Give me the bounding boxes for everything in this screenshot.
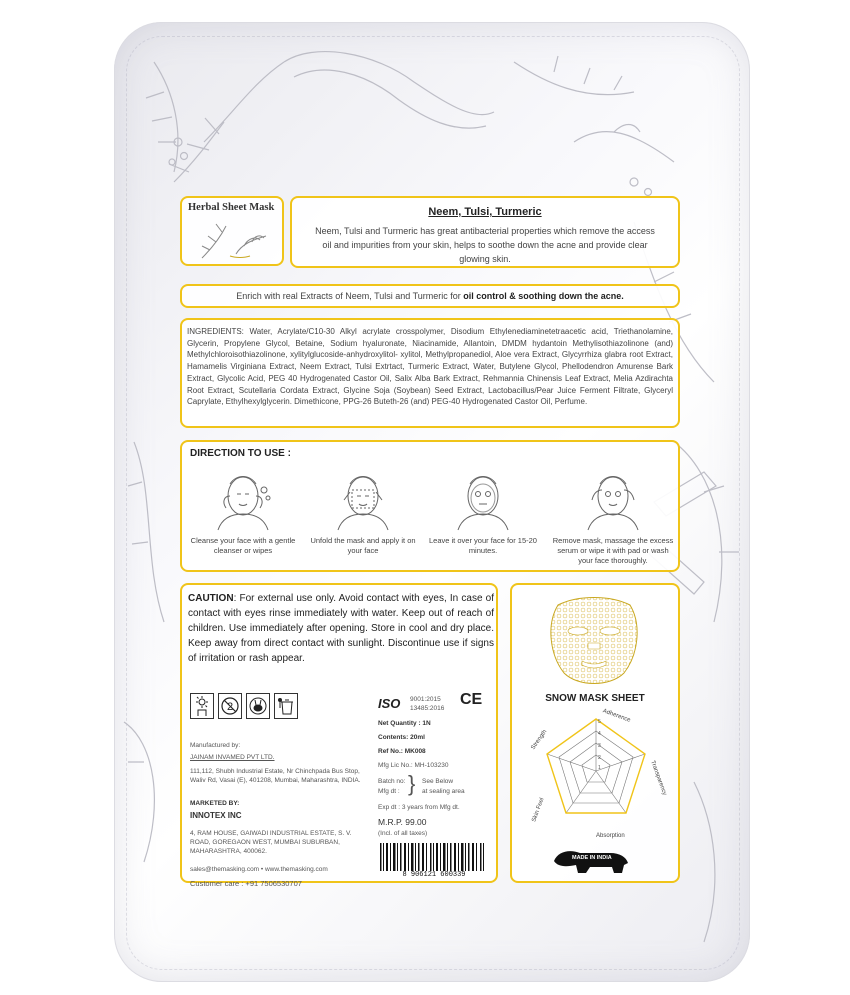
iso-text: ISO	[378, 696, 401, 711]
neem-tulsi-turmeric-box	[290, 196, 680, 268]
keep-away-sunlight-icon	[190, 693, 214, 719]
dispose-properly-icon	[274, 693, 298, 719]
marketed-label: MARKETED BY:	[190, 800, 240, 807]
sealing-area: at sealing area	[422, 788, 465, 795]
brace-icon: }	[408, 771, 416, 796]
ingredients-box	[180, 318, 680, 428]
marketer-name: INNOTEX INC	[190, 811, 242, 820]
barcode-number: 8 906121 600339	[378, 871, 490, 879]
manufacturer-address: 111,112, Shubh Industrial Estate, Nr Chinchpada Bus Stop, Waliv Rd, Vasai (E), 401208, Mumbai, Maharashtra, INDIA.	[190, 768, 361, 784]
mask-on-face-icon	[448, 470, 518, 532]
radar-axis-transparency: Transparency	[649, 759, 668, 797]
radar-tick-5: 5	[598, 719, 601, 725]
neem-description: Neem, Tulsi and Turmeric has great antibacterial properties which remove the access oil and impurities from your skin, helps to soothe down the acne and provide clear glowing skin.	[315, 226, 655, 264]
manufactured-label: Manufactured by:	[190, 742, 241, 749]
apply-mask-icon	[328, 470, 398, 532]
radar-axis-absorption: Absorption	[596, 833, 625, 839]
svg-text:2: 2	[227, 701, 234, 713]
iso-logo	[378, 695, 400, 713]
ce-mark: CE	[460, 691, 483, 708]
herbal-sheet-mask-label	[180, 196, 284, 266]
enrich-bold: oil control & soothing down the acne.	[463, 291, 624, 301]
net-quantity: Net Quantity : 1N	[378, 720, 431, 727]
radar-tick-2: 2	[598, 755, 601, 761]
lion-icon	[550, 847, 632, 877]
enrich-text: Enrich with real Extracts of Neem, Tulsi and Turmeric for	[236, 291, 464, 301]
enrich-banner	[180, 284, 680, 308]
radar-axis-adherence: Adherence	[601, 708, 632, 724]
direction-step-unfold	[308, 470, 418, 556]
direction-step-3-text: Leave it over your face for 15-20 minutes.	[429, 536, 537, 555]
direction-heading: DIRECTION TO USE :	[190, 448, 291, 459]
direction-step-remove	[550, 470, 676, 566]
mask-sheet-icon	[538, 595, 650, 687]
customer-care: Customer care : +91 7506530707	[190, 879, 302, 888]
mask-label-title: Herbal Sheet Mask	[188, 202, 275, 213]
cruelty-free-icon	[246, 693, 270, 719]
radar-tick-4: 4	[598, 731, 601, 737]
radar-axis-skin-feel: Skin Feel	[531, 797, 546, 823]
snow-mask-title: SNOW MASK SHEET	[545, 693, 645, 704]
ref-no: Ref No.: MK008	[378, 748, 426, 755]
expiry-date: Exp dt : 3 years from Mfg dt.	[378, 804, 460, 811]
remove-mask-icon	[578, 470, 648, 532]
incl-taxes: (Incl. of all taxes)	[378, 830, 428, 837]
direction-step-leave	[428, 470, 538, 556]
caution-label: CAUTION	[188, 593, 234, 604]
neem-heading: Neem, Tulsi, Turmeric	[428, 206, 542, 218]
batch-no: Batch no:	[378, 778, 406, 785]
radar-axis-strength: Strength	[530, 728, 549, 752]
iso-code-1: 9001:2015	[410, 696, 441, 703]
caution-box	[180, 583, 498, 888]
caution-body: : For external use only. Avoid contact with eyes, In case of contact with eyes rinse immediately with water. Keep out of reach of children. Use immediately after opening. Store in cool and dry place. Keep away from direct contact with sunlight. Discontinue use if signs of irritation or rash appear.	[188, 593, 494, 664]
barcode	[378, 843, 490, 883]
radar-tick-1: 1	[598, 765, 601, 771]
made-in-india-text: MADE IN INDIA	[572, 855, 612, 861]
direction-step-cleanse	[188, 470, 298, 556]
marketer-address: 4, RAM HOUSE, GAIWADI INDUSTRIAL ESTATE, S. V. ROAD, GOREGAON WEST, MUMBAI SUBURBAN, MAHARASHTRA, 400062.	[190, 830, 352, 855]
cleanse-face-icon	[208, 470, 278, 532]
radar-tick-3: 3	[598, 743, 601, 749]
mrp: M.R.P. 99.00	[378, 817, 427, 827]
manufacturer-name: JAINAM INVAMED PVT LTD.	[190, 754, 275, 761]
iso-code-2: 13485:2016	[410, 705, 445, 712]
direction-step-4-text: Remove mask, massage the excess serum or wipe it with pad or wash your face thoroughly.	[552, 536, 674, 565]
caution-text	[188, 591, 494, 666]
see-below: See Below	[422, 778, 454, 785]
do-not-reuse-icon	[218, 693, 242, 719]
contact-email-web: sales@themasking.com • www.themasking.com	[190, 866, 328, 873]
direction-box	[180, 440, 680, 572]
contents: Contents: 20ml	[378, 734, 425, 741]
herb-sketch-icon	[196, 218, 272, 262]
ingredients-text: INGREDIENTS: Water, Acrylate/C10-30 Alkyl acrylate crosspolymer, Disodium Ethylenediaminetetraacetic acid, Triethanolamine, Glycerin, Propylene Glycol, Betaine, Sodium hyaluronate, Niacinamide, Allantoin, DMDM hydantoin Methylisothiazolinone (and) Methylchloroisothiazolinone, xylitylglucoside-anhydroxylitol- xylitol, Methylpropanediol, Aloe vera Extract, Glycyrrhiza glabra root Extract, Hamamelis Virginiana Extract, Neem Extract, Tulsi Extrtact, Turmeric Extract, Water, Butylene Glycol, Phellodendron Amurense Bark Extract, Glycolic Acid, PEG 40 Hydrogenated Castor Oil, Salix Alba Bark Extract, Rehmannia Chinensis Leaf Extract, Melia Azdirachta Root Extract, Scutellaria Cordata Extract, Glycine Soja (Soybean) Seed Extract, Lactobacillus/Pear Juice Ferment Filtrate, Glyceryl Caprylate, Ethylhexylglycerin. Dimethicone, PPG-26 Buteth-26 (and) PEG-40 Hydrogenated Castor Oil, Perfume.	[187, 327, 673, 407]
performance-radar-chart	[532, 709, 660, 829]
direction-step-2-text: Unfold the mask and apply it on your face	[310, 536, 416, 555]
mfg-lic: Mfg Lic No.: MH-103230	[378, 762, 449, 769]
mfg-dt: Mfg dt :	[378, 788, 400, 795]
snow-mask-box	[510, 583, 680, 883]
made-in-india-badge	[550, 847, 632, 877]
direction-step-1-text: Cleanse your face with a gentle cleanser or wipes	[190, 536, 296, 555]
